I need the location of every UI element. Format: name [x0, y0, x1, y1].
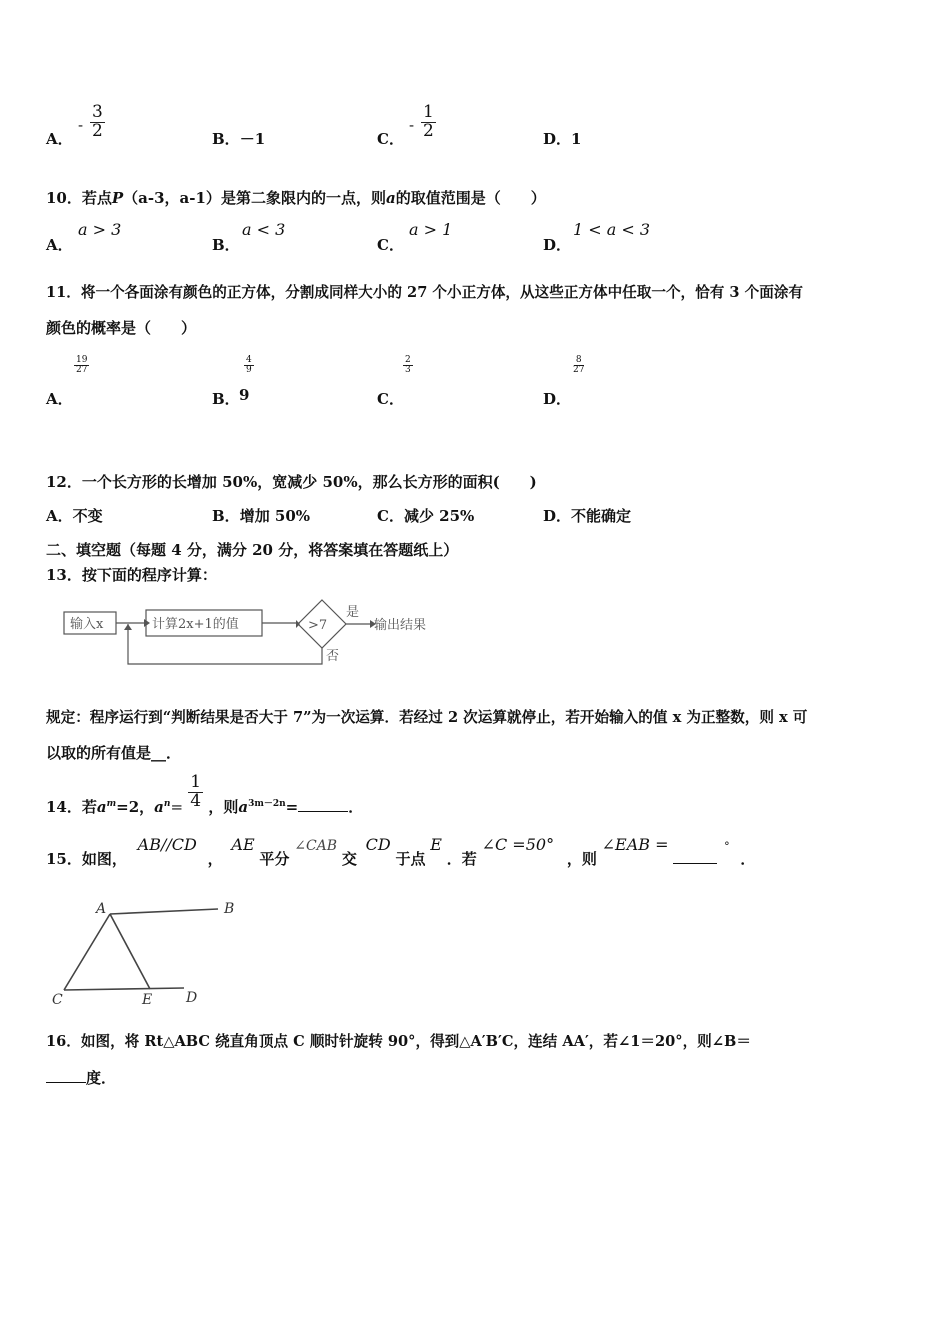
- flow-output-label: 输出结果: [374, 618, 427, 633]
- label-e: E: [142, 992, 153, 1008]
- q10-option-d: D． 1 < a < 3: [543, 220, 651, 254]
- line-cd: [64, 988, 184, 990]
- q9-option-b-label: B．: [212, 130, 240, 148]
- q11-option-d: D． $\frac{8}{27}$: [543, 355, 585, 408]
- q15-figure: [46, 892, 246, 1014]
- q13-rule-line2: 以取的所有值是__．: [46, 744, 182, 762]
- q10-option-c-expr: a > 1: [409, 220, 453, 239]
- line-ab: [110, 909, 218, 914]
- q15-stem: 15．如图， AB//CD ， AE 平分 ∠CAB 交 CD 于点 E ．若 ∠C =50° ，则 ∠EAB = ° ．: [46, 835, 756, 868]
- label-d: D: [186, 990, 198, 1006]
- q11-option-d-fraction: $\frac{8}{27}$: [573, 355, 585, 376]
- flow-arrowhead-loop: [124, 624, 132, 630]
- q9-option-c: [377, 102, 434, 148]
- q12-option-a: A．不变: [46, 507, 103, 525]
- q14-stem: 14．若$a^m=2$，$a^n=$ $\frac{1}{4}$ ，则$a^{3m-2n}=$ ．: [46, 772, 364, 817]
- q11-stem-line2: 颜色的概率是（ ）: [46, 319, 197, 337]
- q9-option-a-label: A．: [46, 130, 73, 148]
- flow-arrowhead-2: [296, 620, 300, 628]
- q9-option-d-label: D．: [543, 130, 572, 148]
- q10-stem: 10．若点P（a-3，a-1）是第二象限内的一点，则a的取值范围是（ ）: [46, 189, 546, 207]
- flow-input-label: 输入x: [70, 617, 104, 632]
- q9-option-a-fraction: $\frac{3}{2}$: [92, 102, 103, 141]
- q9-option-c-fraction: $\frac{1}{2}$: [423, 102, 434, 141]
- q10-option-c: C． a > 1: [377, 220, 453, 254]
- label-c: C: [52, 992, 63, 1008]
- q14-answer-blank[interactable]: [298, 799, 348, 812]
- q9-option-b: [212, 128, 265, 149]
- q12-option-b: B．增加 50%: [212, 507, 311, 525]
- q16-stem-line2: 度．: [46, 1067, 116, 1088]
- q10-option-d-expr: 1 < a < 3: [573, 220, 651, 239]
- q9-option-a-sign: -: [78, 116, 84, 134]
- q13-stem: 13．按下面的程序计算：: [46, 566, 217, 584]
- label-a: A: [96, 901, 107, 917]
- q10-option-b: B． a < 3: [212, 220, 286, 254]
- flow-yes-label: 是: [346, 605, 360, 620]
- q13-rule-line1: 规定：程序运行到“判断结果是否大于 7”为一次运算．若经过 2 次运算就停止，若开始输入的值 x 为正整数，则 x 可: [46, 709, 808, 726]
- line-ae: [110, 914, 150, 989]
- q10-option-b-expr: a < 3: [242, 220, 286, 239]
- q12-stem: 12．一个长方形的长增加 50%，宽减少 50%，那么长方形的面积( ): [46, 473, 537, 491]
- q11-stem-line1: 11．将一个各面涂有颜色的正方体，分割成同样大小的 27 个小正方体，从这些正方体中任取一个，恰有 3 个面涂有: [46, 284, 804, 301]
- line-ac: [64, 914, 110, 990]
- q12-option-d: D．不能确定: [543, 507, 632, 525]
- q16-answer-blank[interactable]: [46, 1070, 86, 1083]
- q9-option-c-label: C．: [377, 130, 404, 148]
- q14-fraction: $\frac{1}{4}$: [190, 772, 202, 811]
- q16-stem-line1: 16．如图，将 Rt△ABC 绕直角顶点 C 顺时针旋转 90°，得到△A′B′C，连结 AA′，若∠1＝20°，则∠B＝: [46, 1033, 751, 1050]
- q13-flowchart: [60, 596, 450, 670]
- q9-option-c-sign: -: [409, 116, 415, 134]
- q11-option-a-fraction: $\frac{19}{27}$: [76, 355, 88, 376]
- section-title-fill-in: 二、填空题（每题 4 分，满分 20 分，将答案填在答题纸上）: [46, 541, 459, 559]
- q10-option-a: A． a > 3: [46, 220, 122, 254]
- q11-option-b-fraction: $\frac{4}{9}$: [246, 355, 252, 376]
- flow-condition-label: >7: [308, 618, 328, 633]
- label-b: B: [224, 901, 235, 917]
- q10-option-a-expr: a > 3: [78, 220, 122, 239]
- q11-option-c: C． $\frac{2}{3}$: [377, 355, 411, 408]
- q9-option-d-value: 1: [571, 130, 582, 148]
- q15-answer-blank[interactable]: [673, 851, 717, 864]
- q11-option-a: A． $\frac{19}{27}$: [46, 355, 88, 408]
- flow-arrowhead-1: [144, 619, 150, 627]
- flow-compute-label: 计算2x+1的值: [152, 617, 239, 632]
- q9-option-b-value: －1: [239, 130, 266, 148]
- q9-option-a: [46, 102, 103, 148]
- q9-option-d: [543, 128, 581, 149]
- q11-option-b-extra: 9: [239, 386, 250, 404]
- q11-option-c-fraction: $\frac{2}{3}$: [405, 355, 411, 376]
- q11-option-b: B． $\frac{4}{9}$ 9: [212, 355, 252, 408]
- q15-parallel-expr: AB//CD: [137, 835, 197, 854]
- flow-no-label: 否: [326, 649, 340, 664]
- q12-option-c: C．减少 25%: [377, 507, 475, 525]
